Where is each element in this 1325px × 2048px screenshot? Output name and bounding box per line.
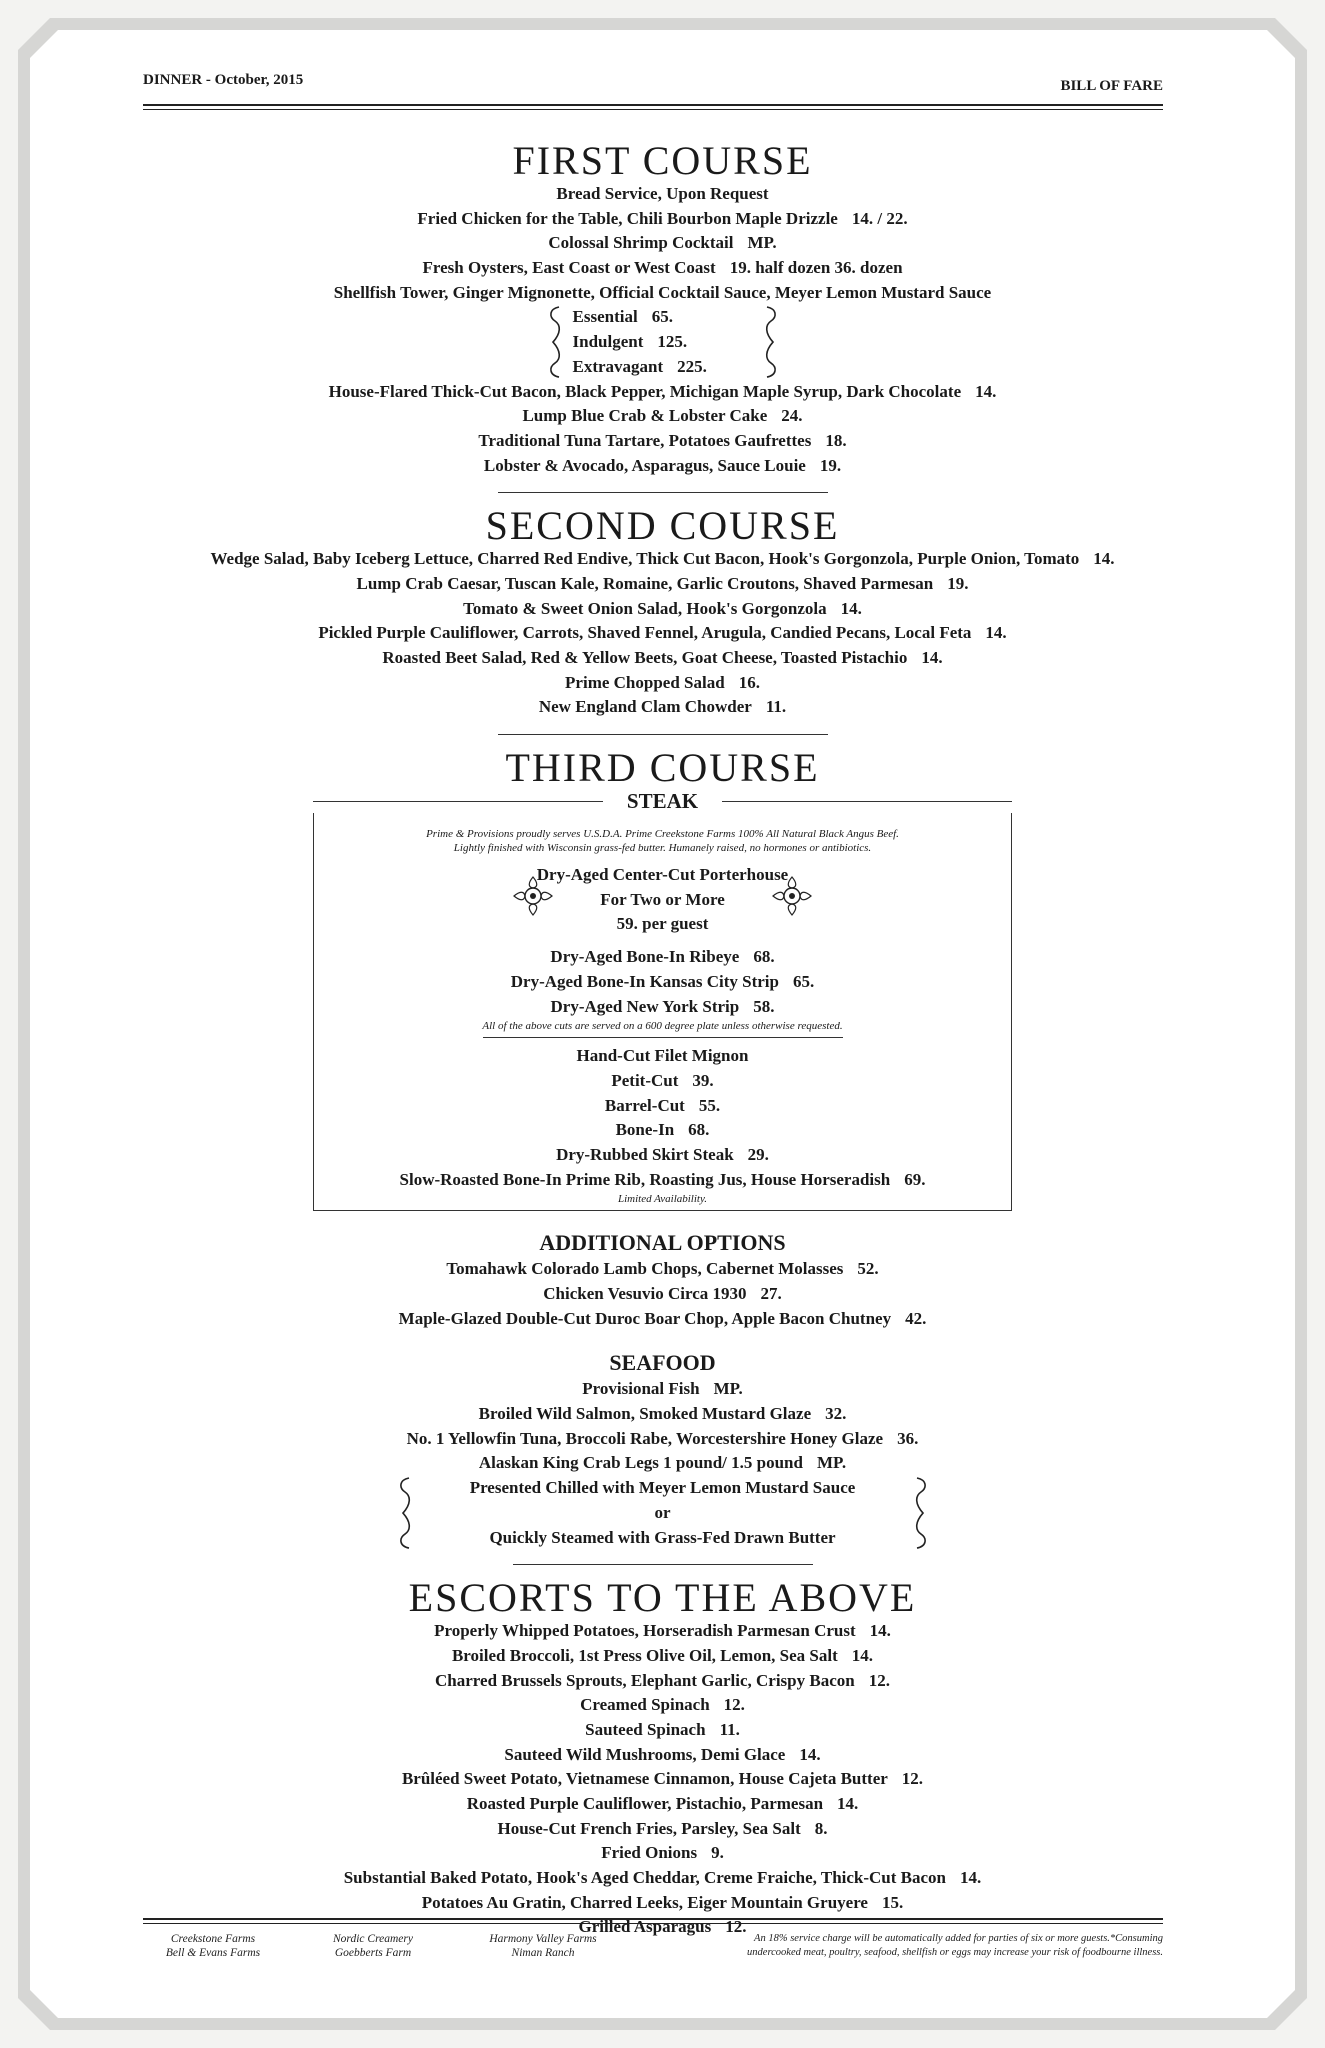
right-flourish-icon [763,305,779,379]
menu-item: Prime Chopped Salad 16. [565,672,760,692]
header-rule [143,104,1163,106]
section-divider [498,492,828,493]
crab-options [397,1476,929,1550]
menu-item: Broiled Wild Salmon, Smoked Mustard Glaze 32. [478,1404,847,1424]
menu-item: Lobster & Avocado, Asparagus, Sauce Louie 19. [483,455,842,475]
menu-item: Dry-Aged New York Strip 58. [550,996,775,1016]
farm-column: Harmony Valley Farms Niman Ranch [489,1933,597,1959]
menu-item: Provisional Fish MP. [582,1379,743,1399]
limited-availability-note: Limited Availability. [617,1193,708,1206]
menu-item: Dry-Rubbed Skirt Steak 29. [556,1144,769,1164]
menu-item: Sauteed Spinach 11. [585,1719,740,1739]
steak-box [313,813,1012,1211]
menu-item: Maple-Glazed Double-Cut Duroc Boar Chop, Apple Bacon Chutney 42. [398,1308,927,1328]
menu-item: Lump Blue Crab & Lobster Cake 24. [522,406,803,426]
footer-rule [143,1918,1163,1920]
menu-content [0,140,1325,1940]
tower-option: Extravagant 225. [572,356,707,376]
menu-item: Chicken Vesuvio Circa 1930 27. [543,1284,782,1303]
menu-item: Substantial Baked Potato, Hook's Aged Cheddar, Creme Fraiche, Thick-Cut Bacon 14. [343,1868,982,1888]
menu-item: Roasted Beet Salad, Red & Yellow Beets, Goat Cheese, Toasted Pistachio 14. [382,648,943,667]
menu-item: Tomato & Sweet Onion Salad, Hook's Gorgonzola 14. [463,598,862,618]
second-course-title: SECOND COURSE [485,503,840,549]
menu-item: Barrel-Cut 55. [604,1095,721,1115]
porterhouse-sub: For Two or More [600,889,725,909]
menu-item: New England Clam Chowder 11. [538,697,787,717]
third-course-title: THIRD COURSE [505,745,820,791]
item-price: 19. half dozen 36. dozen [729,258,903,278]
menu-item: Properly Whipped Potatoes, Horseradish Parmesan Crust 14. [434,1621,891,1641]
crab-option-or: or [654,1502,671,1522]
menu-item: No. 1 Yellowfin Tuna, Broccoli Rabe, Worcestershire Honey Glaze 36. [406,1428,919,1448]
menu-date-header: DINNER - October, 2015 [143,72,304,88]
item-name: Colossal Shrimp Cocktail [548,233,734,253]
menu-item: Brûléed Sweet Potato, Vietnamese Cinnamon, House Cajeta Butter 12. [401,1769,924,1789]
beef-note-2: Lightly finished with Wisconsin grass-fed butter. Humanely raised, no hormones or antibiotics. [453,842,872,855]
seafood-title: SEAFOOD [609,1350,716,1376]
steak-label: STEAK [626,789,699,814]
menu-item: Tomahawk Colorado Lamb Chops, Cabernet Molasses 52. [446,1259,879,1279]
item-name: Bread Service, Upon Request [556,184,769,203]
item-name: Fried Chicken for the Table, Chili Bourbon Maple Drizzle [417,208,838,228]
item-name: Fresh Oysters, East Coast or West Coast [422,258,716,278]
steak-divider [483,1037,843,1038]
menu-item: Roasted Purple Cauliflower, Pistachio, Parmesan 14. [466,1794,859,1813]
menu-item: Lump Crab Caesar, Tuscan Kale, Romaine, Garlic Croutons, Shaved Parmesan 19. [356,573,969,593]
second-course-items [0,547,1325,720]
service-disclaimer: An 18% service charge will be automatically added for parties of six or more guests.*Consuming undercooked meat, poultry, seafood, shellfish or eggs may increase your risk of foodbourne illness. [747,1933,1163,1958]
menu-item: Potatoes Au Gratin, Charred Leeks, Eiger Mountain Gruyere 15. [421,1892,904,1912]
first-course-items [0,182,1325,305]
menu-item [0,231,1325,256]
left-flourish-icon [397,1476,413,1550]
bill-of-fare-header: BILL OF FARE [1060,78,1163,94]
section-divider [498,734,828,735]
escorts-items [0,1619,1325,1940]
ornament-left-icon [510,873,556,919]
menu-item: Fried Onions 9. [601,1843,724,1863]
porterhouse-price: 59. per guest [616,914,709,934]
menu-item: Charred Brussels Sprouts, Elephant Garlic, Crispy Bacon 12. [435,1670,890,1690]
crab-option: Presented Chilled with Meyer Lemon Mustard Sauce [469,1478,856,1498]
menu-item: Dry-Aged Bone-In Kansas City Strip 65. [510,971,815,991]
filet-title: Hand-Cut Filet Mignon [576,1046,749,1066]
menu-item: Alaskan King Crab Legs 1 pound/ 1.5 pound MP. [478,1453,847,1473]
menu-item: Sauteed Wild Mushrooms, Demi Glace 14. [504,1744,821,1764]
menu-item: Bone-In 68. [615,1120,710,1140]
menu-item: Broiled Broccoli, 1st Press Olive Oil, Lemon, Sea Salt 14. [451,1645,874,1665]
porterhouse-block [314,863,1011,937]
menu-item: Petit-Cut 39. [611,1070,714,1090]
menu-item: Grilled Asparagus 12. [578,1917,747,1937]
first-course-items-2 [0,380,1325,479]
left-flourish-icon [547,305,563,379]
menu-item: Slow-Roasted Bone-In Prime Rib, Roasting Jus, House Horseradish 69. [399,1169,926,1189]
tower-option: Essential 65. [572,307,673,327]
item-price: MP. [747,233,777,253]
menu-item [0,256,1325,281]
tower-option: Indulgent 125. [572,332,688,352]
item-name: Shellfish Tower, Ginger Mignonette, Official Cocktail Sauce, Meyer Lemon Mustard Sauce [333,282,992,302]
crab-option: Quickly Steamed with Grass-Fed Drawn Butter [489,1527,836,1547]
tower-options [547,305,779,379]
menu-item: House-Cut French Fries, Parsley, Sea Salt 8. [497,1818,828,1838]
section-divider [513,1564,813,1565]
item-price: 14. / 22. [851,208,908,228]
first-course-title: FIRST COURSE [512,138,813,183]
farm-column: Creekstone Farms Bell & Evans Farms [165,1933,261,1959]
menu-item [0,207,1325,232]
menu-item [0,182,1325,207]
additional-options-title: ADDITIONAL OPTIONS [539,1230,786,1256]
plate-note: All of the above cuts are served on a 600 degree plate unless otherwise requested. [482,1020,843,1033]
steak-header-rule-right [722,801,1012,802]
ornament-right-icon [769,873,815,919]
escorts-title: ESCORTS TO THE ABOVE [408,1575,917,1621]
menu-item: Pickled Purple Cauliflower, Carrots, Shaved Fennel, Arugula, Candied Pecans, Local Feta 14. [318,623,1007,643]
menu-item: Creamed Spinach 12. [580,1695,745,1715]
steak-header [313,789,1012,813]
farm-column: Nordic Creamery Goebberts Farm [333,1933,413,1959]
menu-item [0,281,1325,306]
menu-item: Traditional Tuna Tartare, Potatoes Gaufrettes 18. [478,430,847,450]
menu-item: Dry-Aged Bone-In Ribeye 68. [550,947,775,967]
beef-note-1: Prime & Provisions proudly serves U.S.D.A. Prime Creekstone Farms 100% All Natural Black Angus Beef. [426,828,899,841]
menu-item: Wedge Salad, Baby Iceberg Lettuce, Charred Red Endive, Thick Cut Bacon, Hook's Gorgonzola, Purple Onion, Tomato 14. [210,549,1115,569]
porterhouse-name: Dry-Aged Center-Cut Porterhouse [536,865,789,885]
menu-item: House-Flared Thick-Cut Bacon, Black Pepper, Michigan Maple Syrup, Dark Chocolate 14. [328,381,997,401]
right-flourish-icon [913,1476,929,1550]
